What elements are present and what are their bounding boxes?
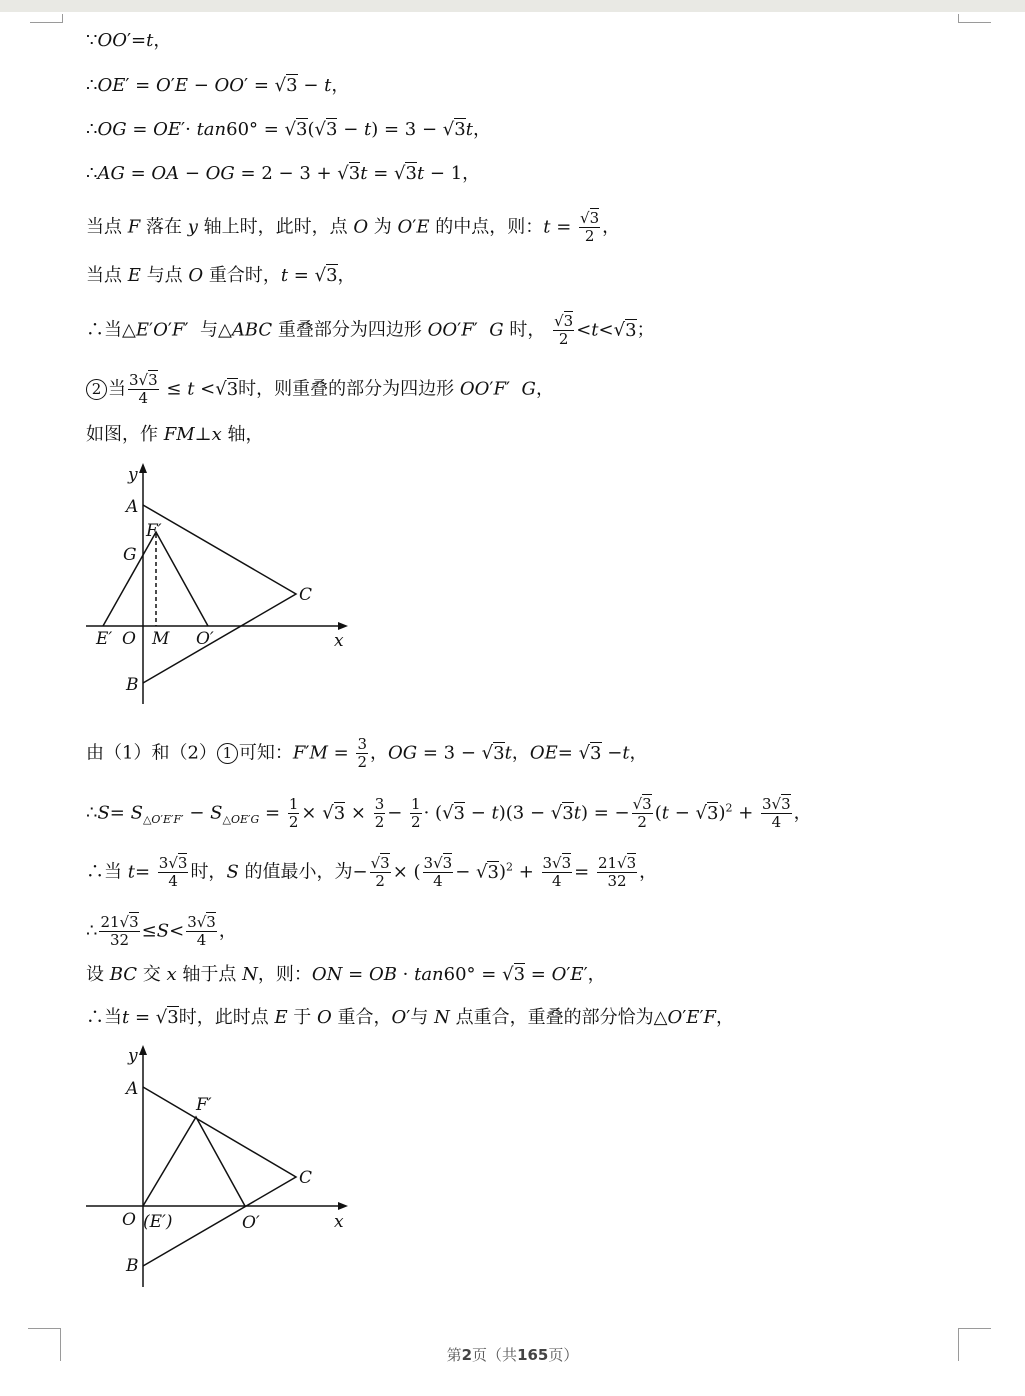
- label-c: C: [299, 585, 313, 605]
- math-line-10: 由（1）和（2） 1 可知：F′M = $\frac{3}{2}$ ，OG = 3 − √3t，OE= √3 −t，: [86, 735, 648, 771]
- label-e-prime: (E′): [143, 1212, 173, 1232]
- figure-1: [86, 462, 356, 707]
- label-f-prime: F′: [146, 521, 162, 541]
- label-a: A: [126, 1079, 139, 1099]
- label-y: y: [128, 465, 138, 485]
- math-line-9: 如图，作 FM⊥x 轴，: [86, 424, 264, 445]
- triangle-eof: [143, 1117, 245, 1206]
- figure-2-diagram: [86, 1044, 356, 1289]
- math-line-11: ∴S= $S_{\triangle O'E'F'} - S_{\triangle OE'G}$ = $\frac{1}{2}$ × √3 × $\frac{3}{2}$ − $\frac{1}{2}$ · (√3 − t)(3 − √3t) = − $\frac{√3}{2}$ $(t - √3)^2$ + $\frac{3√3}{4}$ ，: [86, 795, 812, 831]
- y-axis-arrow: [139, 1045, 147, 1055]
- math-line-5: 当点 F 落在 y 轴上时，此时，点 O 为 O′E 的中点，则：t = $\frac{√3}{2}$ ，: [86, 209, 621, 245]
- math-line-1: ∵OO′=t，: [86, 30, 172, 51]
- footer-suffix: 页）: [548, 1346, 579, 1364]
- label-g: G: [123, 545, 137, 565]
- label-b: B: [126, 675, 139, 695]
- page-corner-mark: [30, 14, 63, 23]
- footer-middle: 页（共: [472, 1346, 518, 1364]
- math-line-15: ∴当t = √3时，此时点 E 于 O 重合，O′与 N 点重合，重叠的部分恰为△O′E′F，: [86, 1007, 735, 1028]
- math-line-12: ∴当 t= $\frac{3√3}{4}$ 时，S 的值最小，为− $\frac{√3}{2}$ × ( $\frac{3√3}{4}$ − √3)$^2$ + $\frac{3√3}{4}$ = $\frac{21√3}{32}$ ，: [86, 854, 658, 890]
- label-b: B: [126, 1256, 139, 1276]
- math-line-2: ∴OE′ = O′E − OO′ = √3 − t，: [86, 75, 350, 96]
- x-axis-arrow: [338, 1202, 348, 1210]
- math-line-3: ∴OG = OE′· tan60° = √3(√3 − t) = 3 − √3t，: [86, 119, 491, 140]
- footer-page-number: 2: [461, 1346, 473, 1364]
- math-line-6: 当点 E 与点 O 重合时，t = √3，: [86, 265, 356, 286]
- label-x: x: [334, 631, 344, 651]
- label-o: O: [122, 629, 136, 649]
- label-f-prime: F′: [196, 1095, 212, 1115]
- figure-1-diagram: [86, 462, 356, 707]
- footer-total-pages: 165: [517, 1346, 549, 1364]
- label-o-prime: O′: [242, 1213, 260, 1233]
- label-o: O: [122, 1210, 136, 1230]
- page-corner-mark: [958, 14, 991, 23]
- math-line-4: ∴AG = OA − OG = 2 − 3 + √3t = √3t − 1，: [86, 163, 481, 184]
- label-y: y: [128, 1046, 138, 1066]
- triangle-abc: [143, 505, 296, 683]
- math-line-13: ∴ $\frac{21√3}{32}$ ≤S< $\frac{3√3}{4}$ ，: [86, 913, 237, 949]
- triangle-abc: [143, 1087, 296, 1266]
- label-c: C: [299, 1168, 313, 1188]
- footer-prefix: 第: [446, 1346, 462, 1364]
- x-axis-arrow: [338, 622, 348, 630]
- math-line-7: ∴当△E′O′F′ 与△ABC 重叠部分为四边形 OO′F′ G 时， $\frac{√3}{2}$ <t<√3；: [86, 312, 655, 348]
- top-bar: [0, 0, 1025, 12]
- math-line-14: 设 BC 交 x 轴于点 N，则：ON = OB · tan60° = √3 = O′E′，: [86, 964, 606, 985]
- label-m: M: [152, 629, 170, 649]
- label-a: A: [126, 497, 139, 517]
- label-x: x: [334, 1212, 344, 1232]
- label-e-prime: E′: [96, 629, 113, 649]
- page-footer: [0, 1344, 1025, 1365]
- figure-2: [86, 1044, 356, 1289]
- label-o-prime: O′: [196, 629, 214, 649]
- y-axis-arrow: [139, 463, 147, 473]
- math-line-8: 2 当 $\frac{3√3}{4}$ ≤ t <√3时，则重叠的部分为四边形 OO′F′ G，: [86, 372, 554, 407]
